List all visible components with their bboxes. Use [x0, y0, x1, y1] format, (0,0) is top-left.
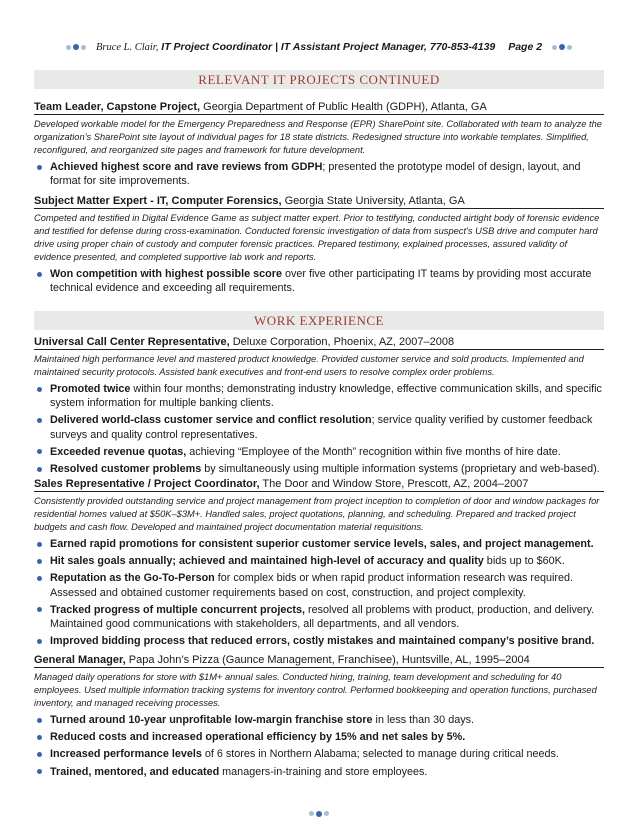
list-item: Reduced costs and increased operational efficiency by 15% and net sales by 5%.: [34, 730, 604, 744]
job-bullets: [34, 713, 604, 779]
list-item: Resolved customer problems by simultaneously using multiple information systems (proprietary and web-based).: [34, 462, 604, 476]
job-description: Competed and testified in Digital Evidence Game as subject matter expert. Prior to testifying, conducted airtight body of forensic evidence and testified for defense during cross-examination. Conducted forensic investigation of data from suspect’s USB drive and computer hard drive using proper chain of custody and computer forensic practices. Prepared testimony, explained processes, assured validity of evidence presented, and completed supportive lab work and reports.: [34, 213, 600, 262]
list-item: Won competition with highest possible score over five other participating IT teams by providing most accurate technical evidence and exceeding all requirements.: [34, 267, 604, 295]
header-dots-right: [551, 41, 573, 53]
job-title: Subject Matter Expert - IT, Computer Forensics, Georgia State University, Atlanta, GA: [34, 195, 604, 209]
section-relevant-projects: RELEVANT IT PROJECTS CONTINUED: [34, 70, 604, 89]
header-title: IT Project Coordinator | IT Assistant Project Manager, 770-853-4139: [161, 41, 496, 53]
job-forensics: [34, 195, 604, 295]
job-description: Managed daily operations for store with $1M+ annual sales. Conducted hiring, training, team development and scheduling for 40 employees. Used multiple information tracking systems for inventory control. Performed bookkeeping and operation functions, purchased inventory, and managed receiving processes.: [34, 672, 597, 708]
job-description: Maintained high performance level and mastered product knowledge. Provided customer service and sold products. Implemented and maintained security protocols. Assisted bank executives and front-end users to resolve complex order problems.: [34, 354, 584, 377]
job-description: Developed workable model for the Emergency Preparedness and Response (EPR) SharePoint site. Collaborated with team to analyze the organization’s SharePoint site layout of individual pages for 18 state districts. Redesigned structure into workable templates. Simplified, reconfigured, and reorganized site pages and framework for future development.: [34, 119, 602, 155]
job-general-manager: [34, 654, 604, 779]
list-item: Turned around 10-year unprofitable low-margin franchise store in less than 30 days.: [34, 713, 604, 727]
list-item: Promoted twice within four months; demonstrating industry knowledge, effective communication skills, and specific system information for multiple banking clients.: [34, 382, 604, 410]
page-footer-dots: [0, 805, 638, 823]
list-item: Improved bidding process that reduced errors, costly mistakes and maintained company’s positive brand.: [34, 634, 604, 648]
job-title: General Manager, Papa John’s Pizza (Gaunce Management, Franchisee), Huntsville, AL, 1995–2004: [34, 654, 604, 668]
list-item: Hit sales goals annually; achieved and maintained high-level of accuracy and quality bids up to $60K.: [34, 554, 604, 568]
job-description: Consistently provided outstanding service and project management from project inception to completion of door and window packages for residential homes valued at $50K–$3M+. Handled sales, project quotations, planning, and scheduling. Prepared and tracked project budgets and cash flow. Developed and maintained project documentation material requisitions.: [34, 496, 600, 532]
list-item: Reputation as the Go-To-Person for complex bids or when rapid product information research was required. Assessed and obtained customer requirements based on cost, construction, and project complexity.: [34, 571, 604, 599]
job-title: Universal Call Center Representative, Deluxe Corporation, Phoenix, AZ, 2007–2008: [34, 336, 604, 350]
list-item: Earned rapid promotions for consistent superior customer service levels, sales, and project management.: [34, 537, 604, 551]
list-item: Exceeded revenue quotas, achieving “Employee of the Month” recognition within five months of hire date.: [34, 445, 604, 459]
job-title: Sales Representative / Project Coordinator, The Door and Window Store, Prescott, AZ, 2004–2007: [34, 478, 604, 492]
page-number: Page 2: [508, 41, 543, 53]
job-bullets: [34, 160, 604, 188]
candidate-name: Bruce L. Clair,: [95, 42, 159, 53]
job-bullets: [34, 537, 604, 648]
list-item: Increased performance levels of 6 stores in Northern Alabama; selected to manage during critical needs.: [34, 747, 604, 761]
list-item: Delivered world-class customer service and conflict resolution; service quality verified by customer feedback surveys and quality control representatives.: [34, 413, 604, 441]
section-work-experience: WORK EXPERIENCE: [34, 311, 604, 330]
list-item: Tracked progress of multiple concurrent projects, resolved all problems with product, production, and delivery. Maintained good communications with stakeholders, all departments, and all vendors.: [34, 603, 604, 631]
job-capstone: [34, 101, 604, 188]
job-call-center: [34, 336, 604, 476]
job-title: Team Leader, Capstone Project, Georgia Department of Public Health (GDPH), Atlanta, GA: [34, 101, 604, 115]
job-bullets: [34, 382, 604, 476]
job-bullets: [34, 267, 604, 295]
list-item: Achieved highest score and rave reviews from GDPH; presented the prototype model of design, layout, and format for site improvements.: [34, 160, 604, 188]
page-header: [0, 41, 638, 53]
job-sales-rep: [34, 478, 604, 648]
list-item: Trained, mentored, and educated managers-in-training and store employees.: [34, 765, 604, 779]
header-dots-left: [65, 41, 87, 53]
